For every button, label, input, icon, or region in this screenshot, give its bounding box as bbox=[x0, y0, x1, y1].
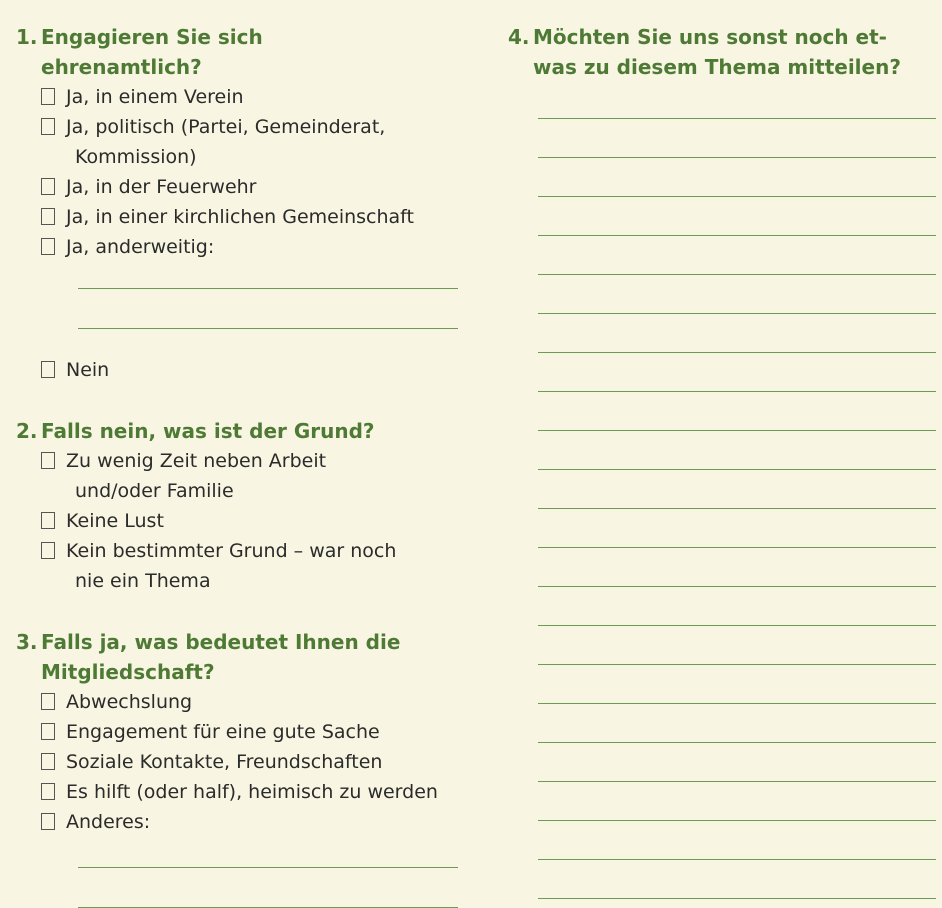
write-line[interactable] bbox=[538, 547, 936, 548]
write-line[interactable] bbox=[538, 781, 936, 782]
write-line[interactable] bbox=[538, 898, 936, 899]
write-line[interactable] bbox=[538, 274, 936, 275]
option-kein-grund[interactable]: Kein bestimmter Grund – war noch nie ein Thema bbox=[16, 536, 486, 596]
option-verein[interactable]: Ja, in einem Verein bbox=[16, 82, 486, 112]
write-line[interactable] bbox=[538, 352, 936, 353]
write-line[interactable] bbox=[538, 703, 936, 704]
question-2 bbox=[16, 416, 486, 596]
checkbox[interactable] bbox=[41, 693, 55, 710]
write-line[interactable] bbox=[538, 820, 936, 821]
write-line[interactable] bbox=[538, 508, 936, 509]
checkbox[interactable] bbox=[41, 361, 55, 378]
question-3-title: 3. Falls ja, was bedeutet Ihnen die Mitgliedschaft? bbox=[16, 627, 486, 687]
checkbox[interactable] bbox=[41, 118, 55, 135]
write-line[interactable] bbox=[538, 196, 936, 197]
write-line[interactable] bbox=[538, 469, 936, 470]
option-soziale-kontakte[interactable]: Soziale Kontakte, Freundschaften bbox=[16, 747, 486, 777]
checkbox[interactable] bbox=[41, 88, 55, 105]
write-line[interactable] bbox=[538, 664, 936, 665]
option-politisch[interactable]: Ja, politisch (Partei, Gemeinderat, Kommission) bbox=[16, 112, 486, 172]
option-nein[interactable]: Nein bbox=[16, 355, 486, 385]
option-abwechslung[interactable]: Abwechslung bbox=[16, 687, 486, 717]
answer-lines bbox=[538, 0, 936, 906]
checkbox[interactable] bbox=[41, 813, 55, 830]
checkbox[interactable] bbox=[41, 178, 55, 195]
checkbox[interactable] bbox=[41, 452, 55, 469]
question-1-title: 1. Engagieren Sie sich ehrenamtlich? bbox=[16, 22, 486, 82]
write-line[interactable] bbox=[538, 742, 936, 743]
write-line[interactable] bbox=[538, 859, 936, 860]
option-zu-wenig-zeit[interactable]: Zu wenig Zeit neben Arbeit und/oder Familie bbox=[16, 446, 486, 506]
checkbox[interactable] bbox=[41, 723, 55, 740]
write-line[interactable] bbox=[538, 313, 936, 314]
question-4-title: 4. Möchten Sie uns sonst noch et- was zu diesem Thema mitteilen? bbox=[508, 22, 938, 82]
checkbox[interactable] bbox=[41, 542, 55, 559]
write-line[interactable] bbox=[538, 118, 936, 119]
write-line[interactable] bbox=[538, 430, 936, 431]
write-line[interactable] bbox=[538, 157, 936, 158]
checkbox[interactable] bbox=[41, 208, 55, 225]
write-line[interactable] bbox=[538, 391, 936, 392]
left-column bbox=[16, 22, 486, 908]
question-4-number: 4. bbox=[508, 25, 530, 49]
question-2-number: 2. bbox=[16, 419, 38, 443]
checkbox[interactable] bbox=[41, 238, 55, 255]
option-anderes[interactable]: Anderes: bbox=[16, 807, 486, 837]
option-anderweitig[interactable]: Ja, anderweitig: bbox=[16, 232, 486, 262]
write-line[interactable] bbox=[538, 625, 936, 626]
option-kirchlich[interactable]: Ja, in einer kirchlichen Gemeinschaft bbox=[16, 202, 486, 232]
option-keine-lust[interactable]: Keine Lust bbox=[16, 506, 486, 536]
question-2-title: 2. Falls nein, was ist der Grund? bbox=[16, 416, 486, 446]
question-1 bbox=[16, 22, 486, 385]
option-engagement[interactable]: Engagement für eine gute Sache bbox=[16, 717, 486, 747]
checkbox[interactable] bbox=[41, 783, 55, 800]
write-line[interactable] bbox=[538, 235, 936, 236]
checkbox[interactable] bbox=[41, 512, 55, 529]
question-1-number: 1. bbox=[16, 25, 38, 49]
option-feuerwehr[interactable]: Ja, in der Feuerwehr bbox=[16, 172, 486, 202]
checkbox[interactable] bbox=[41, 753, 55, 770]
question-3 bbox=[16, 627, 486, 908]
write-line[interactable] bbox=[538, 586, 936, 587]
option-heimisch[interactable]: Es hilft (oder half), heimisch zu werden bbox=[16, 777, 486, 807]
question-3-number: 3. bbox=[16, 630, 38, 654]
